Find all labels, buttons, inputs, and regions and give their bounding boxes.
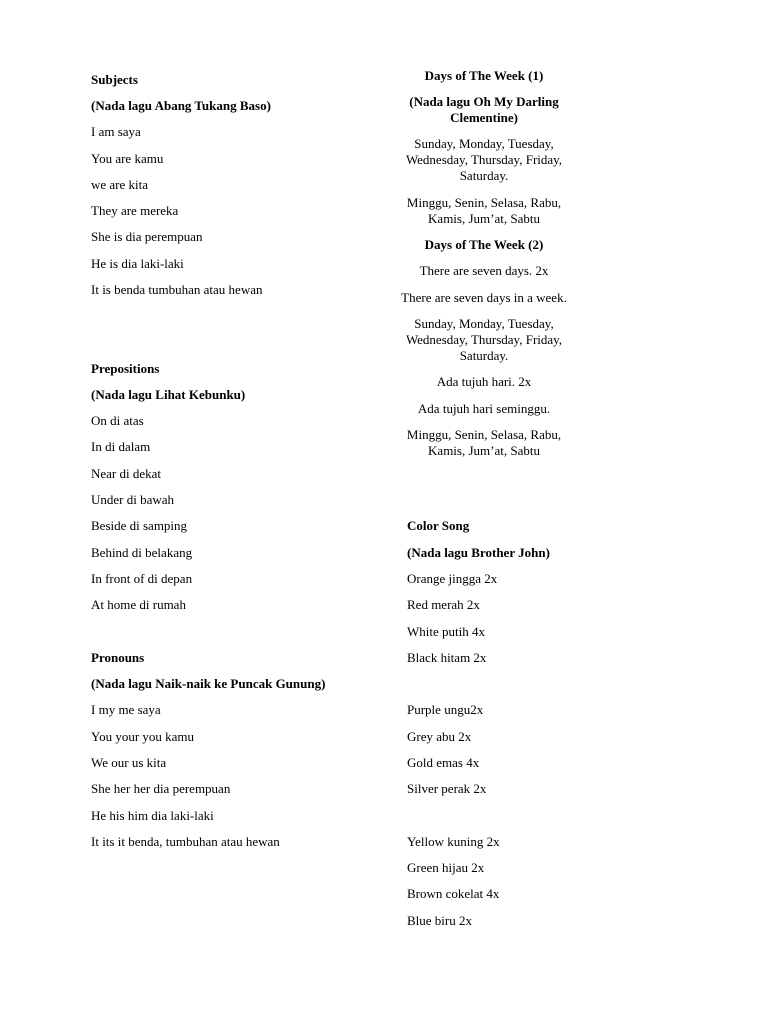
subjects-title: Subjects — [91, 72, 138, 87]
subjects-line: we are kita — [91, 177, 149, 192]
prepositions-line: Near di dekat — [91, 466, 162, 481]
pronouns-line: I my me saya — [91, 702, 161, 717]
prepositions-line: In front of di depan — [91, 571, 193, 586]
subjects-line: She is dia perempuan — [91, 229, 203, 244]
prepositions-line: On di atas — [91, 413, 144, 428]
pronouns-line: You your you kamu — [91, 729, 195, 744]
days1-tune-line: Clementine) — [450, 110, 518, 125]
pronouns-line: He his him dia laki-laki — [91, 808, 214, 823]
days2-line: Saturday. — [459, 348, 509, 363]
color-line: White putih 4x — [407, 624, 485, 639]
days1-line: Kamis, Jum’at, Sabtu — [428, 211, 540, 226]
color-tune: (Nada lagu Brother John) — [407, 545, 550, 560]
pronouns-title: Pronouns — [91, 650, 145, 665]
prepositions-line: Behind di belakang — [91, 545, 193, 560]
prepositions-line: Under di bawah — [91, 492, 175, 507]
color-line: Black hitam 2x — [407, 650, 487, 665]
color-line: Orange jingga 2x — [407, 571, 498, 586]
prepositions-line: At home di rumah — [91, 597, 186, 612]
color-line: Green hijau 2x — [407, 860, 485, 875]
days2-line: Ada tujuh hari. 2x — [436, 374, 532, 389]
prepositions-tune: (Nada lagu Lihat Kebunku) — [91, 387, 246, 402]
subjects-line: They are mereka — [91, 203, 179, 218]
days1-line: Wednesday, Thursday, Friday, — [405, 152, 563, 167]
prepositions-line: Beside di samping — [91, 518, 188, 533]
subjects-line: He is dia laki-laki — [91, 256, 184, 271]
color-line: Grey abu 2x — [407, 729, 472, 744]
prepositions-line: In di dalam — [91, 439, 151, 454]
subjects-line: You are kamu — [91, 151, 164, 166]
subjects-line: It is benda tumbuhan atau hewan — [91, 282, 263, 297]
color-line: Red merah 2x — [407, 597, 480, 612]
color-line: Yellow kuning 2x — [407, 834, 500, 849]
days2-title: Days of The Week (2) — [424, 237, 544, 252]
days2-line: Wednesday, Thursday, Friday, — [405, 332, 563, 347]
days1-line: Minggu, Senin, Selasa, Rabu, — [406, 195, 562, 210]
days2-line: There are seven days in a week. — [401, 290, 567, 305]
days2-line: There are seven days. 2x — [419, 263, 549, 278]
color-line: Brown cokelat 4x — [407, 886, 500, 901]
days2-line: Ada tujuh hari seminggu. — [417, 401, 551, 416]
subjects-tune: (Nada lagu Abang Tukang Baso) — [91, 98, 271, 113]
pronouns-line: It its it benda, tumbuhan atau hewan — [91, 834, 280, 849]
color-line: Gold emas 4x — [407, 755, 480, 770]
color-title: Color Song — [407, 518, 470, 533]
days1-tune-line: (Nada lagu Oh My Darling — [409, 94, 559, 109]
days2-line: Sunday, Monday, Tuesday, — [414, 316, 554, 331]
pronouns-tune: (Nada lagu Naik-naik ke Puncak Gunung) — [91, 676, 326, 691]
pronouns-line: She her her dia perempuan — [91, 781, 231, 796]
pronouns-line: We our us kita — [91, 755, 167, 770]
days1-line: Sunday, Monday, Tuesday, — [414, 136, 554, 151]
days2-line: Minggu, Senin, Selasa, Rabu, — [406, 427, 562, 442]
days1-line: Saturday. — [459, 168, 509, 183]
prepositions-title: Prepositions — [91, 361, 160, 376]
days2-line: Kamis, Jum’at, Sabtu — [428, 443, 540, 458]
subjects-line: I am saya — [91, 124, 141, 139]
color-line: Blue biru 2x — [407, 913, 472, 928]
color-line: Purple ungu2x — [407, 702, 484, 717]
days1-title: Days of The Week (1) — [424, 68, 544, 83]
color-line: Silver perak 2x — [407, 781, 487, 796]
